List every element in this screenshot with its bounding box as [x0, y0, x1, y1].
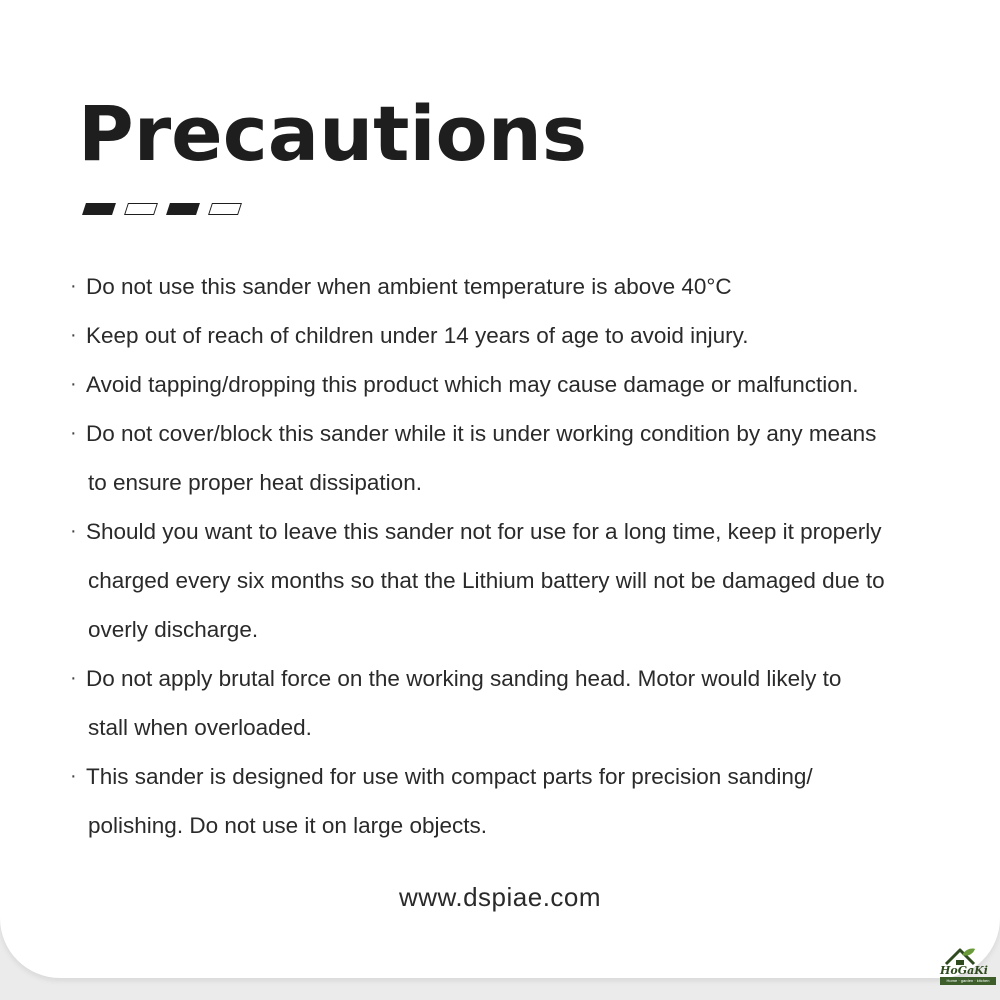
precaution-item — [70, 507, 980, 654]
decoration-bar — [166, 203, 200, 215]
precaution-text-line: charged every six months so that the Lithium battery will not be damaged due to — [88, 568, 885, 593]
precaution-text-line: polishing. Do not use it on large objects. — [88, 813, 487, 838]
bullet-dot: · — [70, 324, 77, 346]
precaution-text-line: This sander is designed for use with compact parts for precision sanding/ — [86, 764, 813, 789]
bullet-dot: · — [70, 422, 77, 444]
house-leaf-icon — [942, 946, 978, 966]
precaution-item — [70, 262, 980, 311]
precaution-text-line: stall when overloaded. — [88, 715, 312, 740]
precaution-text-line: Do not apply brutal force on the working sanding head. Motor would likely to — [86, 666, 842, 691]
brand-logo — [940, 946, 996, 990]
bullet-dot: · — [70, 765, 77, 787]
logo-tagline: Home · garden · kitchen — [940, 977, 996, 985]
precaution-text-line: Should you want to leave this sander not for use for a long time, keep it properly — [86, 519, 882, 544]
precaution-text-line: Keep out of reach of children under 14 years of age to avoid injury. — [86, 323, 749, 348]
precaution-text-line: Avoid tapping/dropping this product which may cause damage or malfunction. — [86, 372, 859, 397]
page-title: Precautions — [78, 89, 588, 178]
bullet-dot: · — [70, 667, 77, 689]
bullet-dot: · — [70, 373, 77, 395]
precaution-text-line: Do not use this sander when ambient temperature is above 40°C — [86, 274, 732, 299]
precaution-text-line: to ensure proper heat dissipation. — [88, 470, 422, 495]
title-underline-decoration — [84, 203, 240, 215]
precaution-item — [70, 654, 980, 752]
precautions-list — [70, 262, 980, 850]
decoration-bar — [208, 203, 242, 215]
logo-brand-text: HoGaKi — [940, 964, 988, 977]
precaution-text-line: Do not cover/block this sander while it is under working condition by any means — [86, 421, 877, 446]
precaution-item — [70, 752, 980, 850]
bullet-dot: · — [70, 275, 77, 297]
bullet-dot: · — [70, 520, 77, 542]
decoration-bar — [82, 203, 116, 215]
precaution-text-line: overly discharge. — [88, 617, 259, 642]
website-url: www.dspiae.com — [398, 882, 602, 912]
precaution-item — [70, 360, 980, 409]
precaution-item — [70, 409, 980, 507]
precaution-item — [70, 311, 980, 360]
decoration-bar — [124, 203, 158, 215]
